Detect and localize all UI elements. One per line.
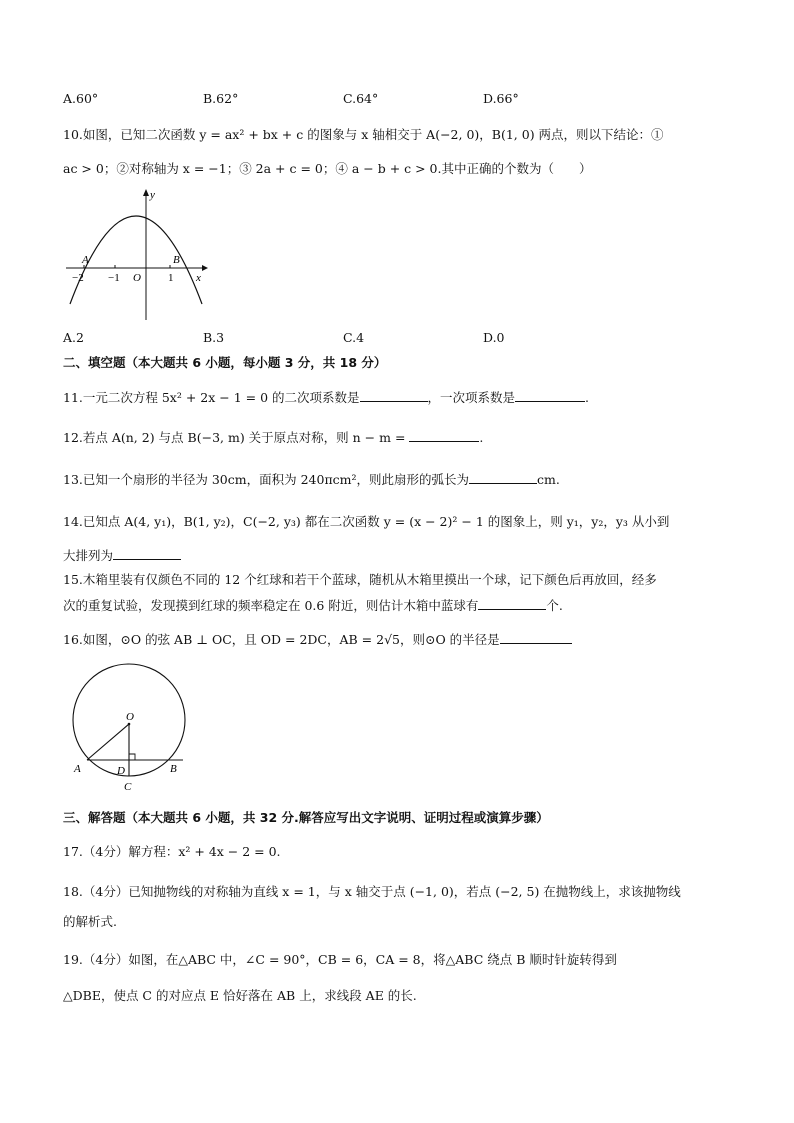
q12-blank[interactable]	[409, 429, 479, 442]
q15-text-line2b: 个.	[546, 598, 563, 613]
q19-text-line1: 19.（4分）如图，在△ABC 中，∠C = 90°，CB = 6，CA = 8，将△ABC 绕点 B 顺时针旋转得到	[63, 952, 617, 967]
q19-text-line2: △DBE，使点 C 的对应点 E 恰好落在 AB 上，求线段 AE 的长.	[63, 988, 417, 1003]
q10-option-d: D.0	[483, 330, 505, 345]
fig-label-o: O	[126, 711, 134, 723]
graph-label-x: x	[196, 272, 201, 284]
q16-text: 16.如图，⊙O 的弦 AB ⊥ OC，且 OD = 2DC，AB = 2√5，则⊙O 的半径是	[63, 632, 500, 647]
q10-parabola-graph	[62, 186, 220, 326]
q14-blank[interactable]	[113, 547, 181, 560]
fig-label-b: B	[170, 763, 177, 775]
q11-blank-1[interactable]	[360, 389, 428, 402]
q13-text-a: 13.已知一个扇形的半径为 30cm，面积为 240πcm²，则此扇形的弧长为	[63, 472, 470, 487]
graph-label-minus-two: −2	[72, 272, 84, 284]
graph-label-minus-one: −1	[108, 272, 120, 284]
q15-text-line1: 15.木箱里装有仅颜色不同的 12 个红球和若干个蓝球，随机从木箱里摸出一个球，记下颜色后再放回，经多	[63, 572, 657, 587]
q15-blank[interactable]	[478, 597, 546, 610]
q11-text-b: ，一次项系数是	[427, 390, 516, 405]
q10-option-c: C.4	[343, 330, 365, 345]
q10-option-a: A.2	[63, 330, 84, 345]
q9-option-d: D.66°	[483, 91, 519, 106]
section-three-heading: 三、解答题（本大题共 6 小题，共 32 分.解答应写出文字说明、证明过程或演算步骤）	[63, 810, 549, 825]
q18-text-line2: 的解析式.	[63, 914, 117, 929]
q9-option-b: B.62°	[203, 91, 239, 106]
fig-label-d: D	[117, 765, 125, 777]
q15-text-line2a: 次的重复试验，发现摸到红球的频率稳定在 0.6 附近，则估计木箱中蓝球有	[63, 598, 479, 613]
graph-label-y: y	[150, 189, 155, 201]
q11-blank-2[interactable]	[515, 389, 585, 402]
q10-text-line1: 10.如图，已知二次函数 y = ax² + bx + c 的图象与 x 轴相交于 A(−2, 0)，B(1, 0) 两点，则以下结论：①	[63, 127, 664, 142]
q17-text: 17.（4分）解方程：x² + 4x − 2 = 0.	[63, 844, 281, 859]
q13-text-b: cm.	[537, 472, 560, 487]
q14-text-line2: 大排列为	[63, 548, 114, 563]
q12-text-a: 12.若点 A(n, 2) 与点 B(−3, m) 关于原点对称，则 n − m =	[63, 430, 406, 445]
q10-text-line2: ac > 0；②对称轴为 x = −1；③ 2a + c = 0；④ a − b + c > 0.其中正确的个数为（ ）	[63, 161, 592, 176]
q16-blank[interactable]	[500, 631, 572, 644]
fig-label-a: A	[74, 763, 81, 775]
q11-text-a: 11.一元二次方程 5x² + 2x − 1 = 0 的二次项系数是	[63, 390, 360, 405]
q13-blank[interactable]	[469, 471, 537, 484]
q12-text-b: .	[479, 430, 484, 445]
q9-option-a: A.60°	[63, 91, 99, 106]
graph-label-a: A	[82, 254, 89, 266]
q14-row2	[63, 546, 181, 564]
q18-text-line1: 18.（4分）已知抛物线的对称轴为直线 x = 1，与 x 轴交于点 (−1, 0)，若点 (−2, 5) 在抛物线上，求该抛物线	[63, 884, 681, 899]
q9-option-c: C.64°	[343, 91, 379, 106]
section-two-heading: 二、填空题（本大题共 6 小题，每小题 3 分，共 18 分）	[63, 355, 387, 370]
q16-circle-figure	[62, 662, 194, 794]
q11-row	[63, 388, 589, 406]
graph-label-o: O	[133, 272, 141, 284]
q15-row2	[63, 596, 563, 614]
q14-text-line1: 14.已知点 A(4, y₁)，B(1, y₂)，C(−2, y₃) 都在二次函数 y = (x − 2)² − 1 的图象上，则 y₁，y₂，y₃ 从小到	[63, 514, 670, 529]
q13-row	[63, 470, 560, 488]
q16-row	[63, 630, 572, 648]
fig-label-c: C	[124, 781, 132, 793]
q10-option-b: B.3	[203, 330, 225, 345]
graph-label-b: B	[173, 254, 180, 266]
q11-text-c: .	[585, 390, 590, 405]
graph-label-one: 1	[168, 272, 174, 284]
q12-row	[63, 428, 483, 446]
